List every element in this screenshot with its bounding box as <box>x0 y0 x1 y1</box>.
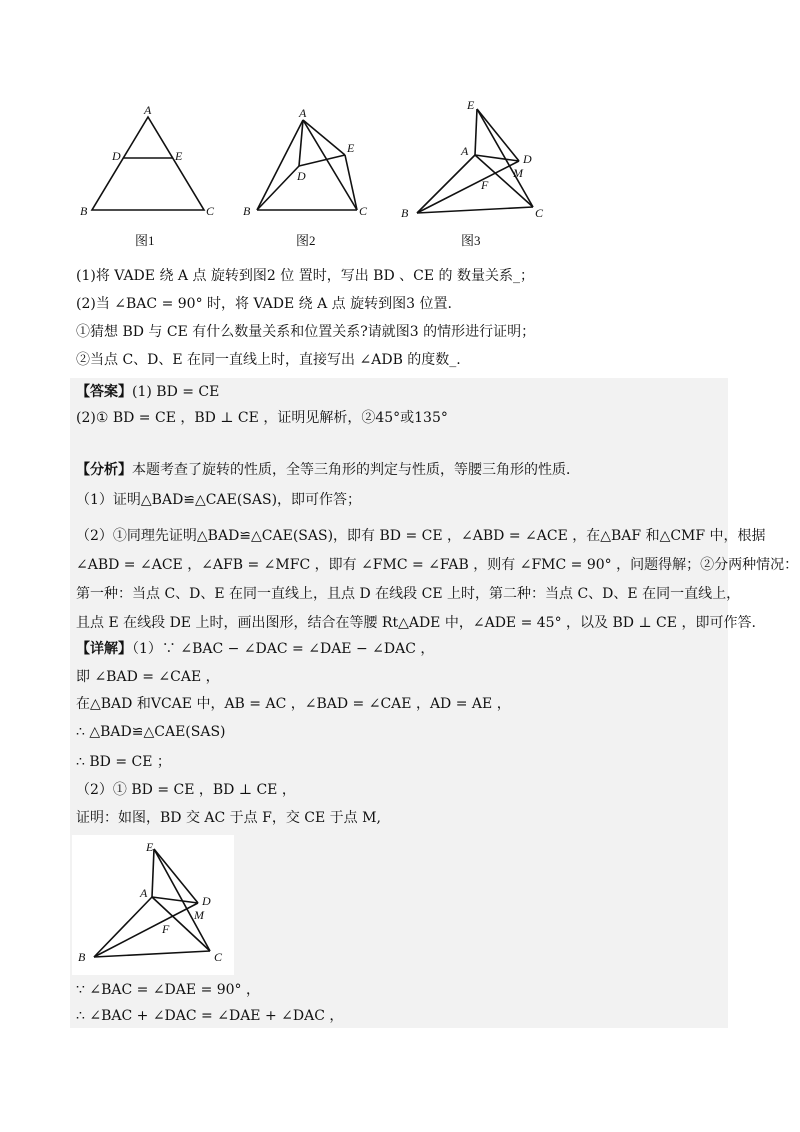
fig4-bd <box>94 903 198 957</box>
fig2-ab <box>257 120 303 210</box>
fig2-label-e: E <box>347 141 355 155</box>
fig4-label-b: B <box>78 950 86 964</box>
fig4-label-d: D <box>202 894 211 908</box>
fig4-label-a: A <box>140 886 148 900</box>
fig3-ed <box>477 109 519 161</box>
fig4-ab <box>94 897 152 957</box>
fig2-bd <box>257 166 299 210</box>
fig1-label-e: E <box>175 149 183 163</box>
detail-l8: ∵ ∠BAC = ∠DAE = 90° ， <box>76 982 261 998</box>
detail-row-1 <box>76 639 434 659</box>
analysis-text: 本题考查了旋转的性质，全等三角形的判定与性质，等腰三角形的性质． <box>132 462 580 478</box>
detail-l2: 即 ∠BAD = ∠CAE ， <box>76 669 220 685</box>
fig3-bd <box>417 161 519 213</box>
fig3-label-a: A <box>461 144 469 158</box>
caption-fig1: 图1 <box>135 233 155 248</box>
fig3-label-m: M <box>513 166 523 180</box>
analysis-p2d: 且点 E 在线段 DE 上时，画出图形，结合在等腰 Rt△ADE 中，∠ADE = 45° ，以及 BD ⊥ CE ，即可作答. <box>76 615 756 631</box>
fig3-ab <box>417 155 475 213</box>
fig3-bc <box>417 207 533 213</box>
fig2-label-d: D <box>297 169 306 183</box>
answer-label: 【答案】 <box>76 384 132 400</box>
detail-l6: （2）① BD = CE ，BD ⊥ CE ， <box>76 782 296 798</box>
detail-l9: ∴ ∠BAC + ∠DAC = ∠DAE + ∠DAC ， <box>76 1008 344 1024</box>
fig3-label-d: D <box>523 152 532 166</box>
question-2: (2)当 ∠BAC = 90° 时，将 VADE 绕 A 点 旋转到图3 位置. <box>76 296 452 312</box>
detail-l4: ∴ △BAD≌△CAE(SAS) <box>76 724 226 740</box>
fig4-ad <box>152 897 198 903</box>
figure-1 <box>70 100 230 230</box>
fig4-ae <box>152 849 154 897</box>
fig4-label-m: M <box>194 908 204 922</box>
detail-l3: 在△BAD 和VCAE 中，AB = AC ，∠BAD = ∠CAE ，AD = AE ， <box>76 696 511 712</box>
detail-l7: 证明：如图，BD 交 AC 于点 F，交 CE 于点 M, <box>76 810 381 826</box>
fig1-label-b: B <box>80 204 88 218</box>
fig4-label-f: F <box>162 922 170 936</box>
fig2-ae <box>303 120 345 155</box>
detail-l5: ∴ BD = CE ； <box>76 754 171 770</box>
fig3-ae <box>475 109 477 155</box>
question-1: (1)将 VADE 绕 A 点 旋转到图2 位 置时，写出 BD 、CE 的 数量关系_； <box>76 268 534 284</box>
fig2-de <box>299 155 345 166</box>
fig2-ce <box>345 155 357 210</box>
fig4-label-e: E <box>146 840 154 854</box>
fig4-ed <box>154 849 198 903</box>
fig1-label-c: C <box>206 204 215 218</box>
fig3-label-c: C <box>535 206 544 220</box>
analysis-p1: （1）证明△BAD≌△CAE(SAS)，即可作答； <box>76 492 362 508</box>
detail-label: 【详解】 <box>76 641 132 657</box>
figure-2 <box>235 100 385 230</box>
fig2-label-a: A <box>299 106 307 120</box>
fig3-label-f: F <box>481 178 489 192</box>
question-2-2: ②当点 C、D、E 在同一直线上时，直接写出 ∠ADB 的度数_. <box>76 352 461 368</box>
fig1-label-d: D <box>112 149 121 163</box>
figure-3 <box>395 95 555 230</box>
fig2-ac <box>303 120 357 210</box>
fig4-label-c: C <box>214 950 223 964</box>
fig3-label-b: B <box>401 206 409 220</box>
figure-4 <box>72 835 234 975</box>
analysis-p2b: ∠ABD = ∠ACE ，∠AFB = ∠MFC ，即有 ∠FMC = ∠FAB ，则有 ∠FMC = 90° ，问题得解；②分两种情况： <box>76 557 799 573</box>
fig2-label-b: B <box>243 204 251 218</box>
caption-fig2: 图2 <box>296 233 316 248</box>
analysis-p2c: 第一种：当点 C、D、E 在同一直线上，且点 D 在线段 CE 上时，第二种：当点 C、D、E 在同一直线上， <box>76 586 741 602</box>
question-2-1: ①猜想 BD 与 CE 有什么数量关系和位置关系?请就图3 的情形进行证明； <box>76 324 536 340</box>
answer-row-1 <box>76 382 219 402</box>
fig2-label-c: C <box>359 204 368 218</box>
fig1-triangle-abc <box>92 117 204 210</box>
analysis-p2a: （2）①同理先证明△BAD≌△CAE(SAS)，即有 BD = CE ，∠ABD = ∠ACE ，在△BAF 和△CMF 中，根据 <box>76 528 766 544</box>
answer-1: (1) BD = CE <box>132 384 220 400</box>
fig3-label-e: E <box>467 98 475 112</box>
fig4-bc <box>94 951 210 957</box>
analysis-row <box>76 460 580 480</box>
analysis-label: 【分析】 <box>76 462 132 478</box>
answer-2: (2)① BD = CE ，BD ⊥ CE ，证明见解析，②45°或135° <box>76 410 448 426</box>
detail-l1: （1）∵ ∠BAC − ∠DAC = ∠DAE − ∠DAC ， <box>132 641 435 657</box>
fig1-label-a: A <box>144 103 152 117</box>
caption-fig3: 图3 <box>461 233 481 248</box>
